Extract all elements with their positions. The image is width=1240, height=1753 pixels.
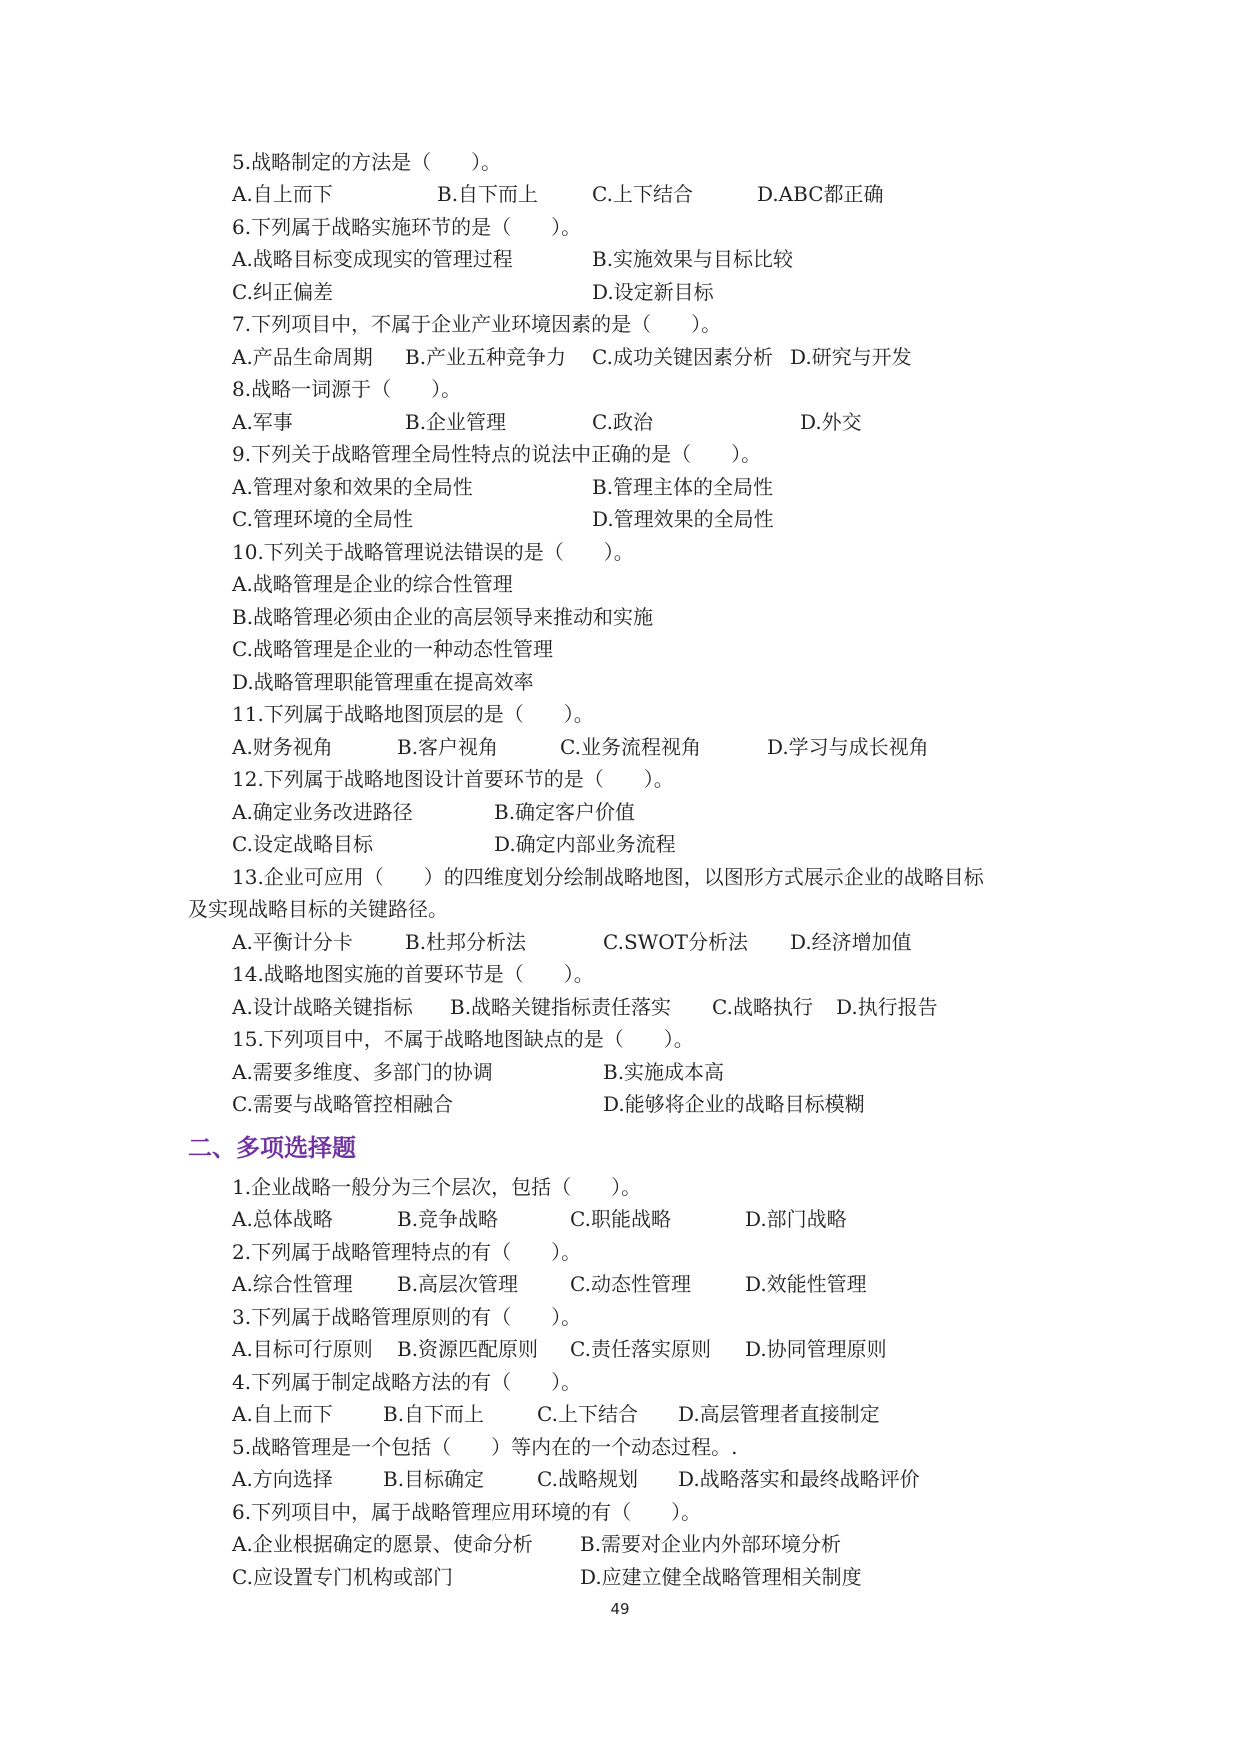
option-d: D.外交 <box>800 410 862 434</box>
option-a: A.企业根据确定的愿景、使命分析 <box>232 1532 533 1556</box>
option-b: B.实施效果与目标比较 <box>592 247 794 271</box>
option-d: D.研究与开发 <box>790 345 912 369</box>
option-d: D.高层管理者直接制定 <box>678 1402 880 1426</box>
option-d: D.战略管理职能管理重在提高效率 <box>232 670 534 694</box>
question-text: 9.下列关于战略管理全局性特点的说法中正确的是（ ）。 <box>232 442 762 466</box>
option-c: C.战略管理是企业的一种动态性管理 <box>232 637 553 661</box>
option-c: C.成功关键因素分析 <box>592 345 773 369</box>
option-d: D.战略落实和最终战略评价 <box>678 1467 920 1491</box>
question-text: 5.战略管理是一个包括（ ）等内在的一个动态过程。. <box>232 1435 738 1459</box>
option-b: B.管理主体的全局性 <box>592 475 774 499</box>
page-number: 49 <box>610 1600 630 1618</box>
option-a: A.军事 <box>232 410 293 434</box>
question-text: 2.下列属于战略管理特点的有（ ）。 <box>232 1240 582 1264</box>
option-a: A.综合性管理 <box>232 1272 353 1296</box>
option-c: C.政治 <box>592 410 653 434</box>
question-text: 11.下列属于战略地图顶层的是（ ）。 <box>232 702 594 726</box>
option-c: C.上下结合 <box>592 182 693 206</box>
option-d: D.执行报告 <box>836 995 938 1019</box>
option-b: B.杜邦分析法 <box>405 930 527 954</box>
option-c: C.责任落实原则 <box>570 1337 711 1361</box>
option-c: C.动态性管理 <box>570 1272 691 1296</box>
option-c: C.业务流程视角 <box>560 735 701 759</box>
option-d: D.协同管理原则 <box>745 1337 887 1361</box>
option-b: B.战略管理必须由企业的高层领导来推动和实施 <box>232 605 654 629</box>
option-c: C.需要与战略管控相融合 <box>232 1092 453 1116</box>
section-heading: 二、多项选择题 <box>188 1134 356 1162</box>
question-text: 1.企业战略一般分为三个层次，包括（ ）。 <box>232 1175 642 1199</box>
option-a: A.设计战略关键指标 <box>232 995 413 1019</box>
question-text: 8.战略一词源于（ ）。 <box>232 377 462 401</box>
option-c: C.设定战略目标 <box>232 832 373 856</box>
option-b: B.自下而上 <box>383 1402 485 1426</box>
option-b: B.确定客户价值 <box>494 800 636 824</box>
option-a: A.方向选择 <box>232 1467 333 1491</box>
option-d: D.效能性管理 <box>745 1272 867 1296</box>
option-b: B.需要对企业内外部环境分析 <box>580 1532 842 1556</box>
option-c: C.战略规划 <box>537 1467 638 1491</box>
option-a: A.战略管理是企业的综合性管理 <box>232 572 513 596</box>
question-text: 及实现战略目标的关键路径。 <box>188 897 448 921</box>
option-b: B.竞争战略 <box>397 1207 499 1231</box>
option-c: C.SWOT分析法 <box>603 930 748 954</box>
question-text: 10.下列关于战略管理说法错误的是（ ）。 <box>232 540 634 564</box>
option-b: B.资源匹配原则 <box>397 1337 539 1361</box>
option-a: A.产品生命周期 <box>232 345 373 369</box>
option-d: D.学习与成长视角 <box>767 735 929 759</box>
option-d: D.管理效果的全局性 <box>592 507 774 531</box>
option-b: B.企业管理 <box>405 410 507 434</box>
option-c: C.战略执行 <box>712 995 813 1019</box>
option-d: D.能够将企业的战略目标模糊 <box>603 1092 865 1116</box>
option-b: B.客户视角 <box>397 735 499 759</box>
option-c: C.纠正偏差 <box>232 280 333 304</box>
option-a: A.总体战略 <box>232 1207 333 1231</box>
option-a: A.自上而下 <box>232 182 333 206</box>
option-c: C.管理环境的全局性 <box>232 507 413 531</box>
option-d: D.设定新目标 <box>592 280 714 304</box>
question-text: 12.下列属于战略地图设计首要环节的是（ ）。 <box>232 767 674 791</box>
question-text: 15.下列项目中，不属于战略地图缺点的是（ ）。 <box>232 1027 694 1051</box>
option-c: C.应设置专门机构或部门 <box>232 1565 453 1589</box>
option-d: D.确定内部业务流程 <box>494 832 676 856</box>
option-a: A.确定业务改进路径 <box>232 800 413 824</box>
option-d: D.ABC都正确 <box>757 182 884 206</box>
option-a: A.财务视角 <box>232 735 333 759</box>
option-d: D.经济增加值 <box>790 930 912 954</box>
question-text: 14.战略地图实施的首要环节是（ ）。 <box>232 962 594 986</box>
question-text: 7.下列项目中，不属于企业产业环境因素的是（ ）。 <box>232 312 722 336</box>
option-c: C.职能战略 <box>570 1207 671 1231</box>
option-b: B.目标确定 <box>383 1467 485 1491</box>
option-b: B.战略关键指标责任落实 <box>450 995 672 1019</box>
option-b: B.实施成本高 <box>603 1060 725 1084</box>
option-a: A.战略目标变成现实的管理过程 <box>232 247 513 271</box>
option-a: A.需要多维度、多部门的协调 <box>232 1060 493 1084</box>
option-b: B.产业五种竞争力 <box>405 345 567 369</box>
question-text: 6.下列项目中，属于战略管理应用环境的有（ ）。 <box>232 1500 702 1524</box>
option-b: B.高层次管理 <box>397 1272 519 1296</box>
question-text: 13.企业可应用（ ）的四维度划分绘制战略地图，以图形方式展示企业的战略目标 <box>232 865 984 889</box>
option-a: A.平衡计分卡 <box>232 930 353 954</box>
option-a: A.目标可行原则 <box>232 1337 373 1361</box>
option-a: A.自上而下 <box>232 1402 333 1426</box>
option-d: D.部门战略 <box>745 1207 847 1231</box>
option-c: C.上下结合 <box>537 1402 638 1426</box>
option-a: A.管理对象和效果的全局性 <box>232 475 473 499</box>
option-b: B.自下而上 <box>437 182 539 206</box>
question-text: 6.下列属于战略实施环节的是（ ）。 <box>232 215 582 239</box>
option-d: D.应建立健全战略管理相关制度 <box>580 1565 862 1589</box>
question-text: 4.下列属于制定战略方法的有（ ）。 <box>232 1370 582 1394</box>
question-text: 5.战略制定的方法是（ ）。 <box>232 150 502 174</box>
question-text: 3.下列属于战略管理原则的有（ ）。 <box>232 1305 582 1329</box>
